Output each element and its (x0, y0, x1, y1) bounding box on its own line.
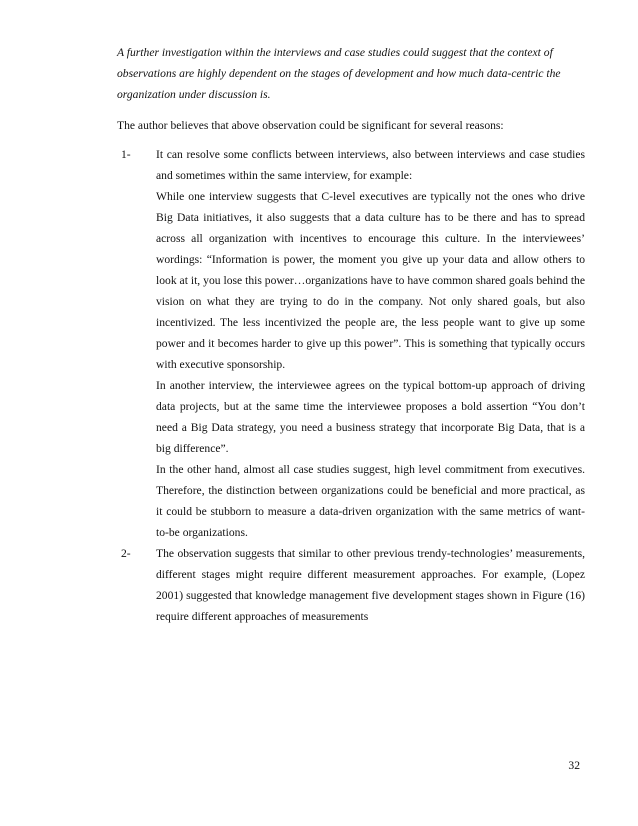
list-item-number: 1- (121, 148, 131, 161)
list-item (117, 144, 585, 543)
list-item-paragraph: In the other hand, almost all case studies suggest, high level commitment from executives. Therefore, the distinction between organizations could be beneficial and more practical, as it could be stubborn to measure a data-driven organization with the same metrics of want-to-be organizations. (156, 463, 585, 539)
lead-paragraph: The author believes that above observation could be significant for several reasons: (117, 119, 504, 132)
list-item-paragraph: In another interview, the interviewee agrees on the typical bottom-up approach of driving data projects, but at the same time the interviewee proposes a bold assertion “You don’t need a Big Data strategy, you need a business strategy that incorporate Big Data, that is a big difference”. (156, 379, 585, 455)
page-number: 32 (568, 759, 580, 772)
page-body (117, 42, 585, 627)
reasons-list (117, 144, 585, 627)
list-item-paragraph: It can resolve some conflicts between interviews, also between interviews and case studies and sometimes within the same interview, for example: (156, 148, 585, 182)
list-item-paragraph: While one interview suggests that C-level executives are typically not the ones who drive Big Data initiatives, it also suggests that a data culture has to be there and has to spread across all organization with incentives to encourage this culture. In the interviewees’ wordings: “Information is power, the moment you give up your data and allow others to look at it, you lose this power…organizations have to have common shared goals behind the vision on what they are trying to do in the company. Not only shared goals, but also incentivized. The less incentivized the people are, the less people want to give up some power and it becomes harder to give up this power”. This is something that typically occurs with executive sponsorship. (156, 190, 585, 371)
list-item (117, 543, 585, 627)
intro-paragraph: A further investigation within the interviews and case studies could suggest that the context of observations are highly dependent on the stages of development and how much data-centric the organization under discussion is. (117, 46, 561, 101)
list-item-number: 2- (121, 547, 131, 560)
list-item-paragraph: The observation suggests that similar to other previous trendy-technologies’ measurements, different stages might require different measurement approaches. For example, (Lopez 2001) suggested that knowledge management five development stages shown in Figure (16) require different approaches of measurements (156, 547, 585, 623)
